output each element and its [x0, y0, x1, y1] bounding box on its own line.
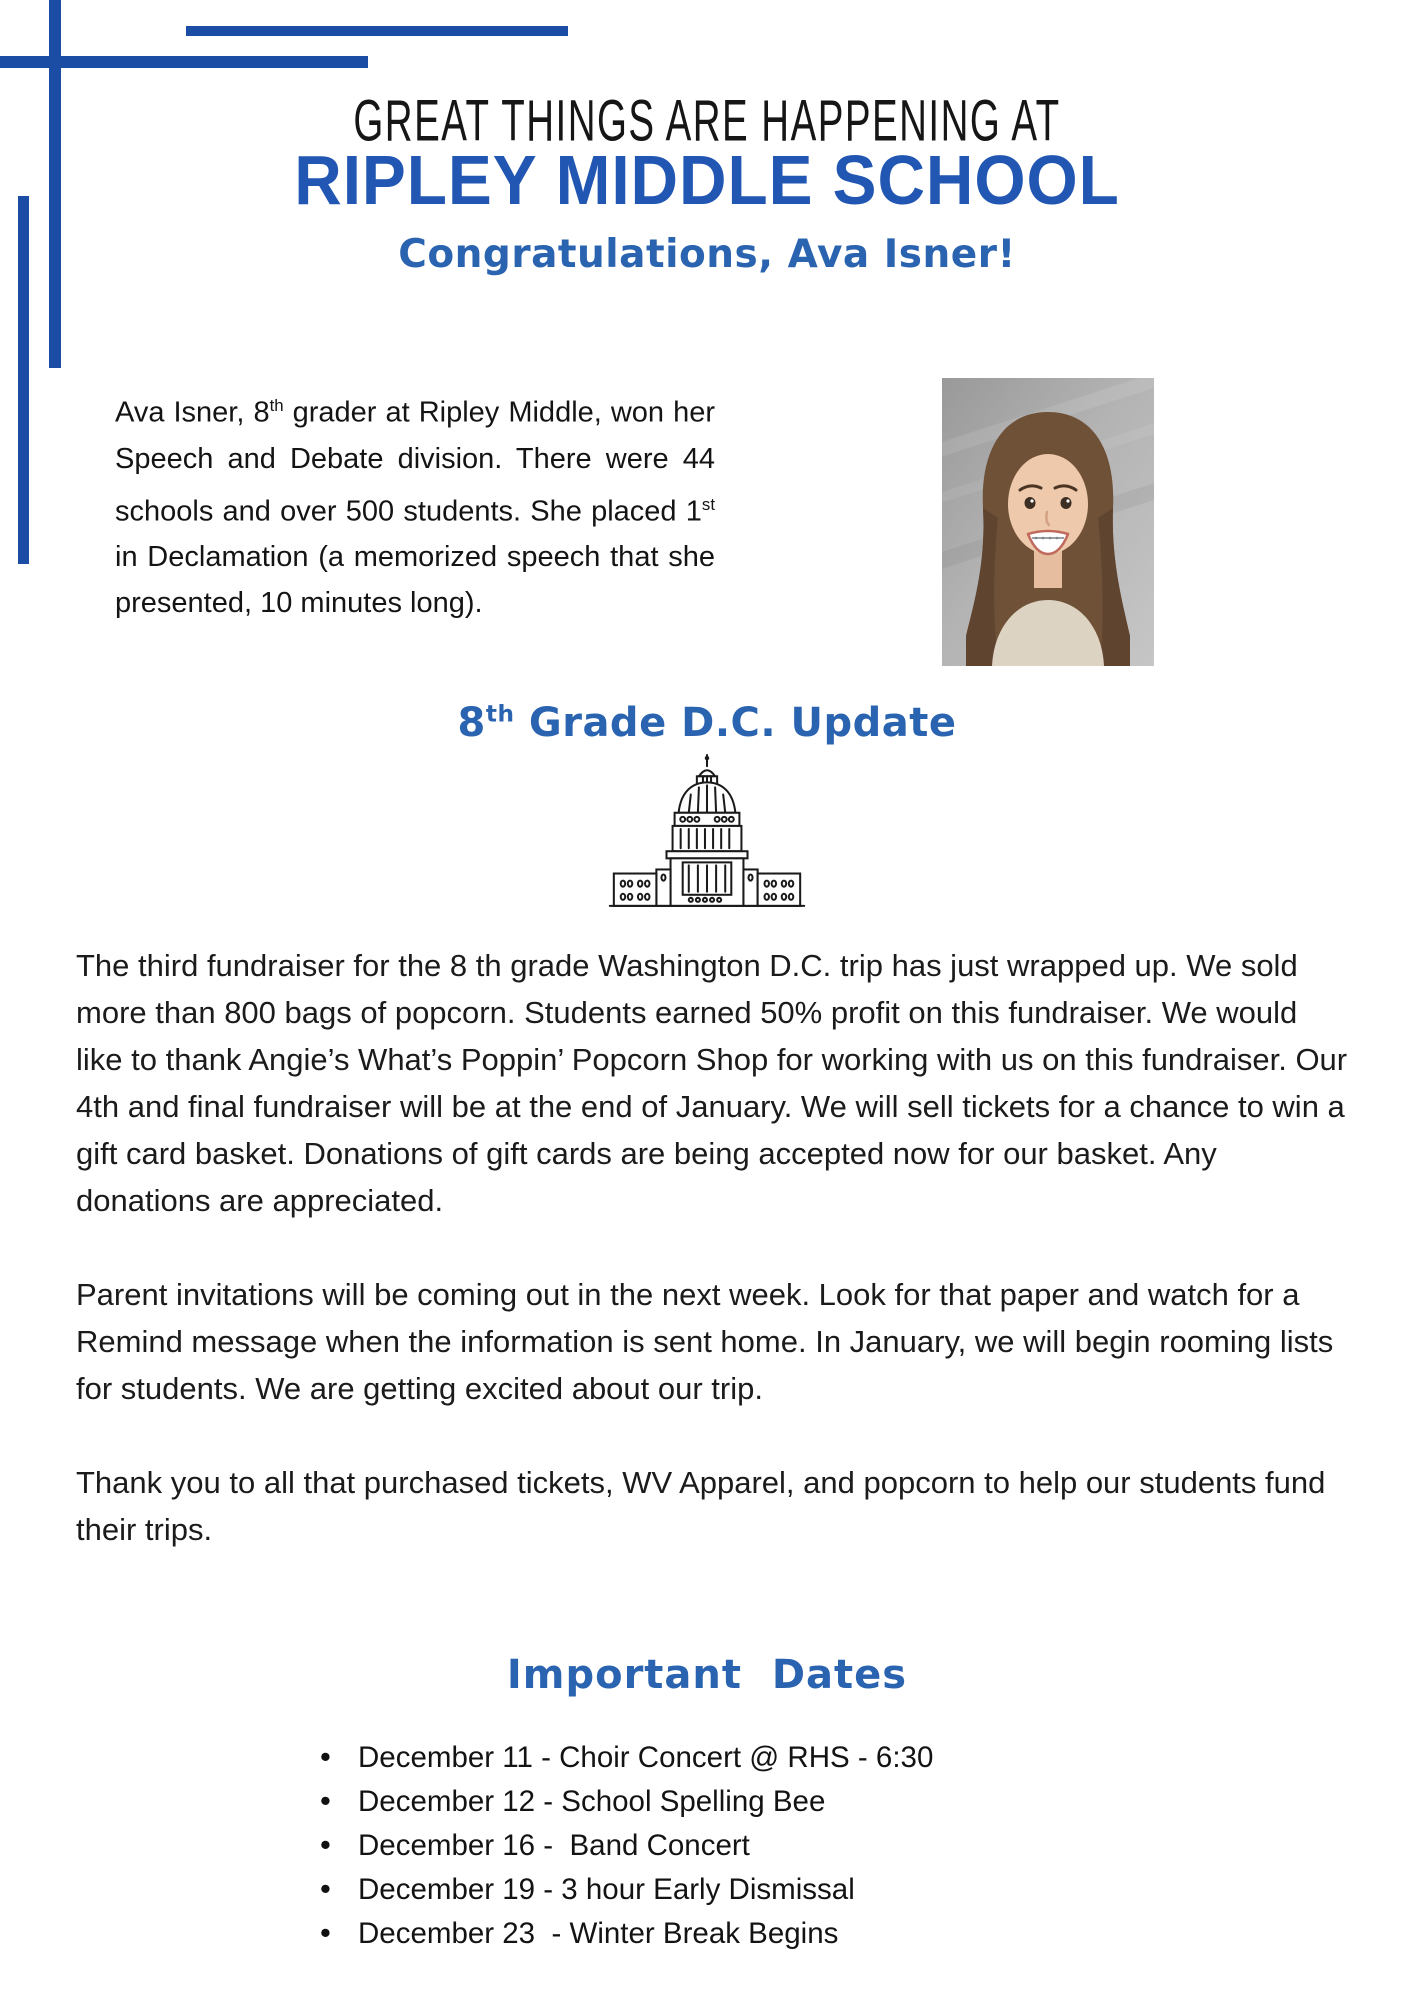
date-item-band-concert: • December 16 - Band Concert — [320, 1824, 933, 1868]
date-item-early-dismissal: • December 19 - 3 hour Early Dismissal — [320, 1868, 933, 1912]
dc-update-body — [76, 942, 1348, 1553]
important-dates-heading: Important Dates — [506, 1652, 908, 1698]
decor-horizontal-line-upper — [186, 26, 568, 36]
dc-update-paragraph-1: The third fundraiser for the 8 th grade Washington D.C. trip has just wrapped up. We sold more than 800 bags of popcorn. Students earned 50% profit on this fundraiser. We would like to thank Angie’s What’s Poppin’ Popcorn Shop for working with us on this fundraiser. Our 4th and final fundraiser will be at the end of January. We will sell tickets for a chance to win a gift card basket. Donations of gift cards are being accepted now for our basket. Any donations are appreciated. — [76, 948, 1348, 1218]
dc-update-paragraph-3: Thank you to all that purchased tickets, WV Apparel, and popcorn to help our students fund their trips. — [76, 1465, 1326, 1547]
dc-heading-superscript: th — [485, 700, 515, 728]
header-eyebrow: GREAT THINGS ARE HAPPENING AT — [353, 89, 1061, 155]
feature-text-part1: Ava Isner, 8 — [115, 396, 270, 429]
feature-superscript-th: th — [269, 396, 284, 415]
dc-update-heading — [0, 700, 1414, 746]
date-item-spelling-bee: • December 12 - School Spelling Bee — [320, 1780, 933, 1824]
dc-heading-number: 8 — [457, 700, 486, 746]
dc-heading-text: Grade D.C. Update — [514, 700, 957, 746]
feature-paragraph — [115, 383, 715, 626]
dc-update-paragraph-2: Parent invitations will be coming out in the next week. Look for that paper and watch for a Remind message when the information is sent home. In January, we will begin rooming lists for students. We are getting excited about our trip. — [76, 1277, 1334, 1406]
feature-text-part2: grader at Ripley Middle, won her Speech and Debate division. There were 44 schools and over 500 students. She placed 1 — [115, 396, 715, 528]
congratulations-heading: Congratulations, Ava Isner! — [398, 232, 1016, 277]
date-item-winter-break: • December 23 - Winter Break Begins — [320, 1912, 933, 1956]
page-title: RIPLEY MIDDLE SCHOOL — [294, 141, 1120, 219]
decor-horizontal-line-lower — [0, 56, 368, 68]
us-capitol-building-icon — [604, 752, 810, 912]
student-portrait-photo — [942, 378, 1154, 666]
feature-superscript-st: st — [701, 494, 715, 514]
important-dates-list — [320, 1736, 933, 1956]
feature-text-part3: in Declamation (a memorized speech that she presented, 10 minutes long). — [115, 541, 715, 620]
date-item-choir-concert: • December 11 - Choir Concert @ RHS - 6:30 — [320, 1736, 933, 1780]
